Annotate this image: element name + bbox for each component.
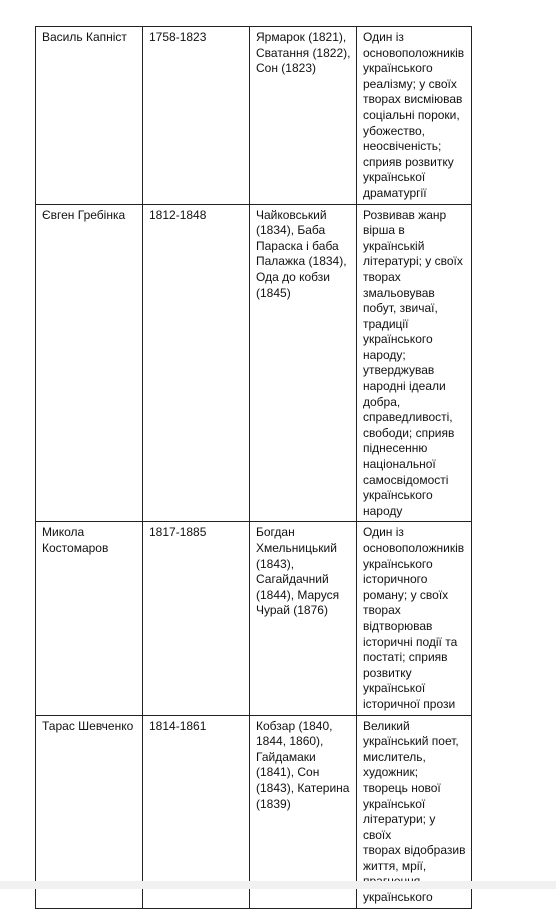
works: Ярмарок (1821), Сватання (1822), Сон (1823) [256, 30, 351, 76]
works-cell [250, 522, 357, 715]
description-cell [357, 27, 472, 205]
author-name: Василь Капніст [42, 30, 127, 44]
table-row [36, 27, 472, 205]
author-name-cell [36, 27, 143, 205]
works: Богдан Хмельницький (1843), Сагайдачний (1844), Маруся Чурай (1876) [256, 525, 340, 618]
table-row [36, 715, 472, 908]
works: Чайковський (1834), Баба Параска і баба Палажка (1834), Ода до кобзи (1845) [256, 207, 347, 300]
page-bottom-edge [0, 881, 556, 889]
author-name-cell [36, 522, 143, 715]
table-row [36, 522, 472, 715]
author-name: Євген Гребінка [42, 207, 126, 222]
works-cell [250, 27, 357, 205]
author-name: Тарас Шевченко [42, 718, 134, 733]
life-years: 1817-1885 [149, 525, 207, 540]
description: Великий український поет, мислитель, художник; творець нової української літератури; у своїх творах відобразив життя, мрії, українського [363, 718, 466, 905]
works-cell [250, 715, 357, 908]
description: Розвивав жанр вірша в українській літературі; у своїх творах змальовував побут, звичаї, традиції українського народу; утверджував народні ідеали добра, справедливості, свободи; сприяв піднесенню національної самосвідомості українського народу [363, 207, 463, 518]
description-cell [357, 522, 472, 715]
life-years-cell [143, 204, 250, 522]
description: Один із основоположників українського історичного роману; у своїх творах відтворював історичні події та постаті; сприяв розвитку української історичної прози [363, 525, 465, 711]
life-years-cell [143, 27, 250, 205]
description-cell [357, 204, 472, 522]
author-name-cell [36, 715, 143, 908]
works: Кобзар (1840, 1844, 1860), Гайдамаки (1841), Сон (1843), Катерина (1839) [256, 718, 350, 811]
life-years: 1758-1823 [149, 30, 207, 44]
life-years-cell [143, 715, 250, 908]
description-cell [357, 715, 472, 908]
description: Один із основоположників українського реалізму; у своїх творах висміював соціальні пороки, убожество, неосвіченість; сприяв розвитку української драматургії [363, 30, 465, 200]
authors-table [35, 26, 472, 909]
works-cell [250, 204, 357, 522]
life-years: 1812-1848 [149, 207, 207, 222]
life-years: 1814-1861 [149, 718, 207, 733]
table-row [36, 204, 472, 522]
author-name-cell [36, 204, 143, 522]
life-years-cell [143, 522, 250, 715]
author-name: Микола Костомаров [42, 525, 109, 555]
